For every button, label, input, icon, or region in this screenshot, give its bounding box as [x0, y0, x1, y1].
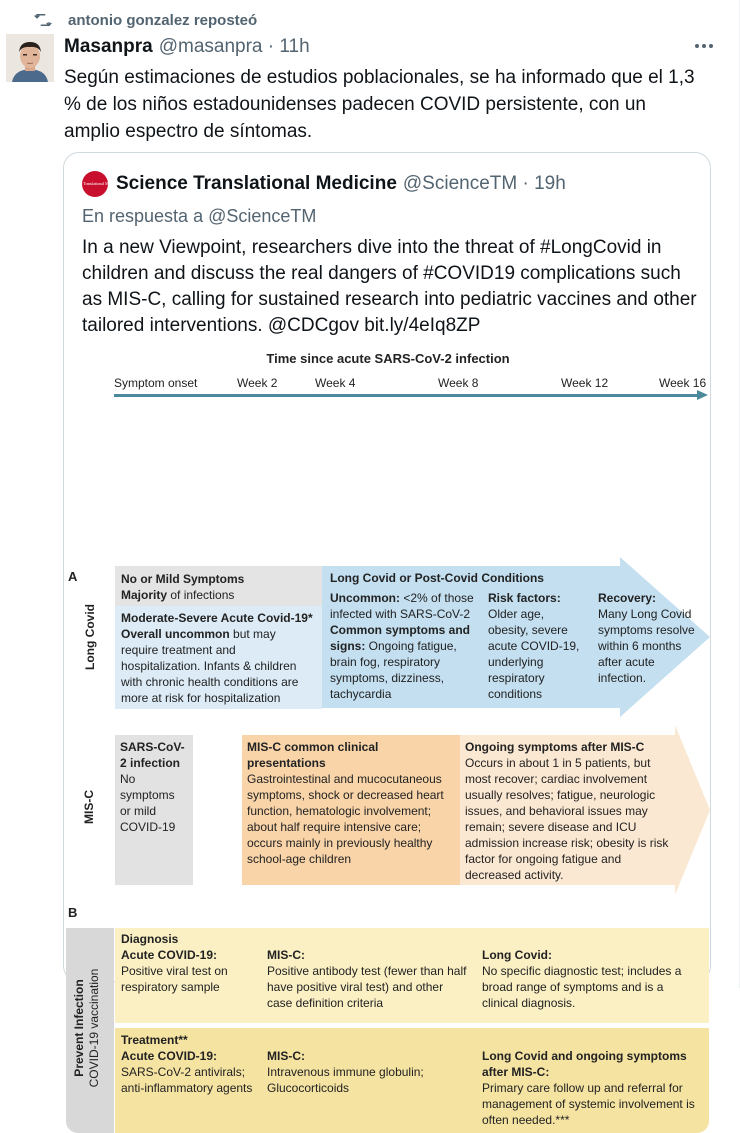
uncommon-label: Uncommon: — [330, 591, 400, 605]
diagnosis-title: Diagnosis — [121, 932, 179, 946]
diagnosis-misc-text: Positive antibody test (fewer than half have positive viral test) and other case definition criteria — [267, 964, 467, 1010]
common-symptoms-label: Common symptoms and signs: — [330, 623, 471, 653]
misc-presentations-box — [242, 735, 460, 885]
diagnosis-acute-label: Acute COVID-19: — [121, 948, 218, 962]
prevent-infection-title: Prevent Infection — [72, 979, 86, 1077]
recovery-label: Recovery: — [598, 591, 657, 605]
mild-rest: of infections — [167, 588, 235, 602]
quoted-tweet[interactable] — [63, 152, 711, 1127]
section-b-letter: B — [68, 905, 78, 920]
timeline-axis — [114, 394, 704, 397]
journal-logo-icon — [69, 171, 121, 197]
treatment-long-text: Primary care follow up and referral for management of systemic involvement is often needed.*** — [482, 1081, 695, 1127]
treatment-long-label: Long Covid and ongoing symptoms after MIS-C: — [482, 1049, 687, 1079]
post-covid-col3 — [598, 590, 696, 686]
misc-presentations-title: MIS-C common clinical presentations — [247, 740, 379, 770]
treatment-acute — [121, 1048, 261, 1096]
quoted-tweet-text: In a new Viewpoint, researchers dive into the threat of #LongCovid in children and discuss the real dangers of #COVID19 complications such as MIS-C, calling for sustained research into pediatric vaccines and other tailored interventions. @CDCgov bit.ly/4eIq8ZP — [82, 237, 697, 336]
tweet-text: Según estimaciones de estudios poblacionales, se ha informado que el 1,3 % de los niños estadounidenses padecen COVID persistente, con un amplio espectro de síntomas. — [64, 67, 695, 142]
severe-rest: but may require treatment and hospitalization. Infants & children with chronic health conditions are more at risk for hospitalization — [121, 627, 299, 705]
long-covid-row-label: Long Covid — [83, 604, 97, 670]
logo-text: Science Translational Medicine — [69, 180, 121, 186]
treatment-acute-text: SARS-CoV-2 antivirals; anti-inflammatory agents — [121, 1065, 253, 1095]
risk-factors-text: Older age, obesity, severe acute COVID-19, underlying respiratory conditions — [488, 607, 580, 701]
post-covid-title: Long Covid or Post-Covid Conditions — [330, 571, 544, 585]
author-name[interactable]: Masanpra — [64, 36, 153, 57]
infographic[interactable] — [64, 343, 712, 1127]
diagnosis-long-label: Long Covid: — [482, 948, 552, 962]
timeline-label: Week 16 — [659, 376, 707, 390]
recovery-text: Many Long Covid symptoms resolve within 6 months after acute infection. — [598, 607, 695, 685]
post-covid-col1 — [330, 590, 480, 702]
mild-bold: Majority — [121, 588, 168, 602]
quoted-author-name[interactable]: Science Translational Medicine — [116, 173, 397, 194]
timeline-label: Week 8 — [438, 376, 479, 390]
sars-infection-box — [115, 735, 193, 885]
author-avatar[interactable] — [6, 34, 54, 82]
severe-title: Moderate-Severe Acute Covid-19* — [121, 611, 313, 625]
timeline-label: Week 12 — [561, 376, 609, 390]
misc-ongoing-box — [465, 739, 675, 883]
diagnosis-misc — [267, 947, 467, 1011]
avatar-image — [6, 34, 54, 82]
severe-bold: Overall uncommon — [121, 627, 230, 641]
reply-to-text: En respuesta a @ScienceTM — [82, 206, 317, 226]
repost-indicator — [34, 10, 257, 30]
timeline-label: Week 4 — [315, 376, 356, 390]
misc-presentations-text: Gastrointestinal and mucocutaneous symptoms, shock or decreased heart function, hematologic involvement; about half require intensive care; occurs mainly in previously healthy school-age children — [247, 772, 444, 866]
misc-ongoing-text: Occurs in about 1 in 5 patients, but most recover; cardiac involvement usually resolves; fatigue, neurologic issues, and behavioral issues may remain; severe disease and ICU admission increase risk; obesity is risk factor for ongoing fatigue and decreased activity. — [465, 756, 669, 882]
section-a-letter: A — [68, 569, 78, 584]
treatment-title: Treatment** — [121, 1033, 188, 1047]
common-symptoms-text: Ongoing fatigue, brain fog, respiratory symptoms, dizziness, tachycardia — [330, 639, 457, 701]
treatment-long-covid — [482, 1048, 697, 1128]
treatment-misc — [267, 1048, 467, 1096]
diagnosis-acute — [121, 947, 261, 995]
vaccination-subtitle: COVID-19 vaccination — [87, 968, 101, 1088]
author-handle-time[interactable]: @masanpra · 11h — [158, 36, 310, 57]
risk-factors-label: Risk factors: — [488, 591, 561, 605]
treatment-acute-label: Acute COVID-19: — [121, 1049, 218, 1063]
misc-ongoing-title: Ongoing symptoms after MIS-C — [465, 740, 645, 754]
diagnosis-misc-label: MIS-C: — [267, 948, 305, 962]
repost-text[interactable]: antonio gonzalez reposteó — [68, 11, 258, 29]
mild-symptoms-box — [115, 566, 322, 606]
figure-title: Time since acute SARS-CoV-2 infection — [266, 351, 510, 366]
tweet-header — [64, 36, 310, 58]
repost-icon — [34, 11, 52, 29]
diagnosis-long-covid — [482, 947, 687, 1011]
severe-acute-box — [115, 606, 322, 709]
prevent-infection-label — [72, 943, 102, 1113]
treatment-misc-label: MIS-C: — [267, 1049, 305, 1063]
timeline-label: Week 2 — [237, 376, 278, 390]
diagnosis-long-text: No specific diagnostic test; includes a broad range of symptoms and is a clinical diagnosis. — [482, 964, 682, 1010]
diagnosis-acute-text: Positive viral test on respiratory sample — [121, 964, 228, 994]
misc-row-label: MIS-C — [82, 790, 96, 824]
timeline-label: Symptom onset — [114, 376, 198, 390]
sars-infection-text: No symptoms or mild COVID-19 — [120, 772, 176, 834]
quoted-author-handle-time[interactable]: @ScienceTM · 19h — [402, 173, 566, 194]
quoted-header — [69, 171, 566, 197]
sars-infection-title: SARS-CoV-2 infection — [120, 740, 185, 770]
post-covid-col2 — [488, 590, 586, 702]
uncommon-text: <2% of those infected with SARS-CoV-2 — [330, 591, 474, 621]
treatment-misc-text: Intravenous immune globulin; Glucocorticoids — [267, 1065, 424, 1095]
more-icon[interactable] — [692, 36, 716, 56]
timeline-arrowhead-icon — [697, 390, 708, 400]
mild-title: No or Mild Symptoms — [121, 572, 245, 586]
